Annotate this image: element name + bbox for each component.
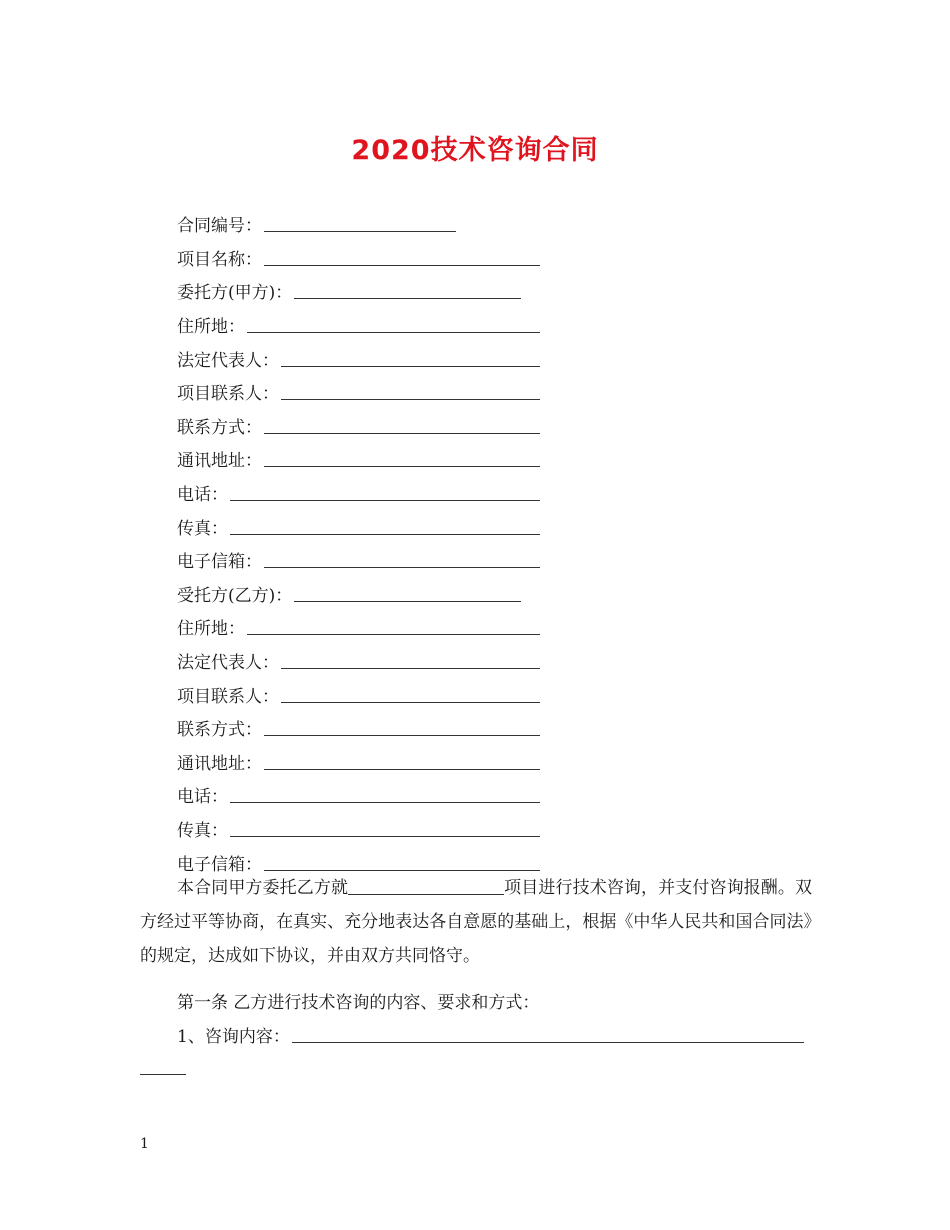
field-label: 传真： bbox=[177, 820, 228, 841]
consult-content-blank bbox=[292, 1042, 804, 1043]
field-blank-line bbox=[264, 231, 456, 232]
field-blank-line bbox=[230, 534, 540, 535]
field-row bbox=[177, 778, 540, 812]
field-row bbox=[177, 543, 540, 577]
intro-project-blank bbox=[348, 876, 504, 895]
consult-content-row bbox=[177, 1022, 804, 1047]
field-blank-line bbox=[264, 433, 540, 434]
field-blank-line bbox=[230, 836, 540, 837]
intro-text-start: 本合同甲方委托乙方就 bbox=[177, 878, 349, 898]
article-1-heading: 第一条 乙方进行技术咨询的内容、要求和方式： bbox=[177, 993, 540, 1013]
field-row bbox=[177, 577, 540, 611]
field-blank-line bbox=[294, 601, 521, 602]
field-blank-line bbox=[247, 332, 540, 333]
consult-content-blank-continued bbox=[140, 1074, 186, 1075]
field-row bbox=[177, 677, 540, 711]
field-blank-line bbox=[264, 265, 540, 266]
field-label: 受托方(乙方)： bbox=[177, 585, 293, 606]
field-label: 电子信箱： bbox=[177, 854, 262, 875]
field-label: 住所地： bbox=[177, 317, 245, 338]
field-row bbox=[177, 341, 540, 375]
field-label: 合同编号： bbox=[177, 216, 262, 237]
field-row bbox=[177, 476, 540, 510]
field-row bbox=[177, 610, 540, 644]
intro-paragraph bbox=[140, 871, 812, 973]
field-label: 电子信箱： bbox=[177, 552, 262, 573]
field-row bbox=[177, 207, 540, 241]
field-blank-line bbox=[264, 466, 540, 467]
field-row bbox=[177, 745, 540, 779]
field-blank-line bbox=[230, 500, 540, 501]
field-row bbox=[177, 375, 540, 409]
field-label: 电话： bbox=[177, 485, 228, 506]
field-row bbox=[177, 812, 540, 846]
field-label: 法定代表人： bbox=[177, 653, 279, 674]
field-blank-line bbox=[281, 366, 540, 367]
field-label: 项目联系人： bbox=[177, 384, 279, 405]
field-blank-line bbox=[264, 567, 540, 568]
field-blank-line bbox=[264, 769, 540, 770]
field-label: 委托方(甲方)： bbox=[177, 283, 293, 304]
field-blank-line bbox=[264, 735, 540, 736]
field-row bbox=[177, 308, 540, 342]
field-label: 联系方式： bbox=[177, 720, 262, 741]
field-blank-line bbox=[281, 702, 540, 703]
field-blank-line bbox=[281, 668, 540, 669]
document-title: 2020技术咨询合同 bbox=[351, 135, 599, 166]
field-blank-line bbox=[294, 298, 521, 299]
field-blank-line bbox=[281, 399, 540, 400]
field-label: 传真： bbox=[177, 518, 228, 539]
field-row bbox=[177, 644, 540, 678]
field-row bbox=[177, 509, 540, 543]
page-number: 1 bbox=[140, 1136, 149, 1152]
field-row bbox=[177, 241, 540, 275]
field-label: 项目联系人： bbox=[177, 686, 279, 707]
consult-content-label: 1、咨询内容： bbox=[177, 1027, 290, 1047]
field-row bbox=[177, 409, 540, 443]
party-info-fields bbox=[177, 207, 540, 879]
field-blank-line bbox=[230, 802, 540, 803]
field-label: 通讯地址： bbox=[177, 753, 262, 774]
field-label: 联系方式： bbox=[177, 417, 262, 438]
field-label: 法定代表人： bbox=[177, 350, 279, 371]
field-row bbox=[177, 274, 540, 308]
field-label: 项目名称： bbox=[177, 249, 262, 270]
field-row bbox=[177, 442, 540, 476]
field-label: 住所地： bbox=[177, 619, 245, 640]
field-row bbox=[177, 711, 540, 745]
intro-text-rest: 项目进行技术咨询，并支付咨询报酬。双方经过平等协商，在真实、充分地表达各自意愿的基础上，根据《中华人民共和国合同法》的规定，达成如下协议，并由双方共同恪守。 bbox=[140, 878, 813, 966]
field-label: 电话： bbox=[177, 787, 228, 808]
field-blank-line bbox=[247, 634, 540, 635]
field-label: 通讯地址： bbox=[177, 451, 262, 472]
